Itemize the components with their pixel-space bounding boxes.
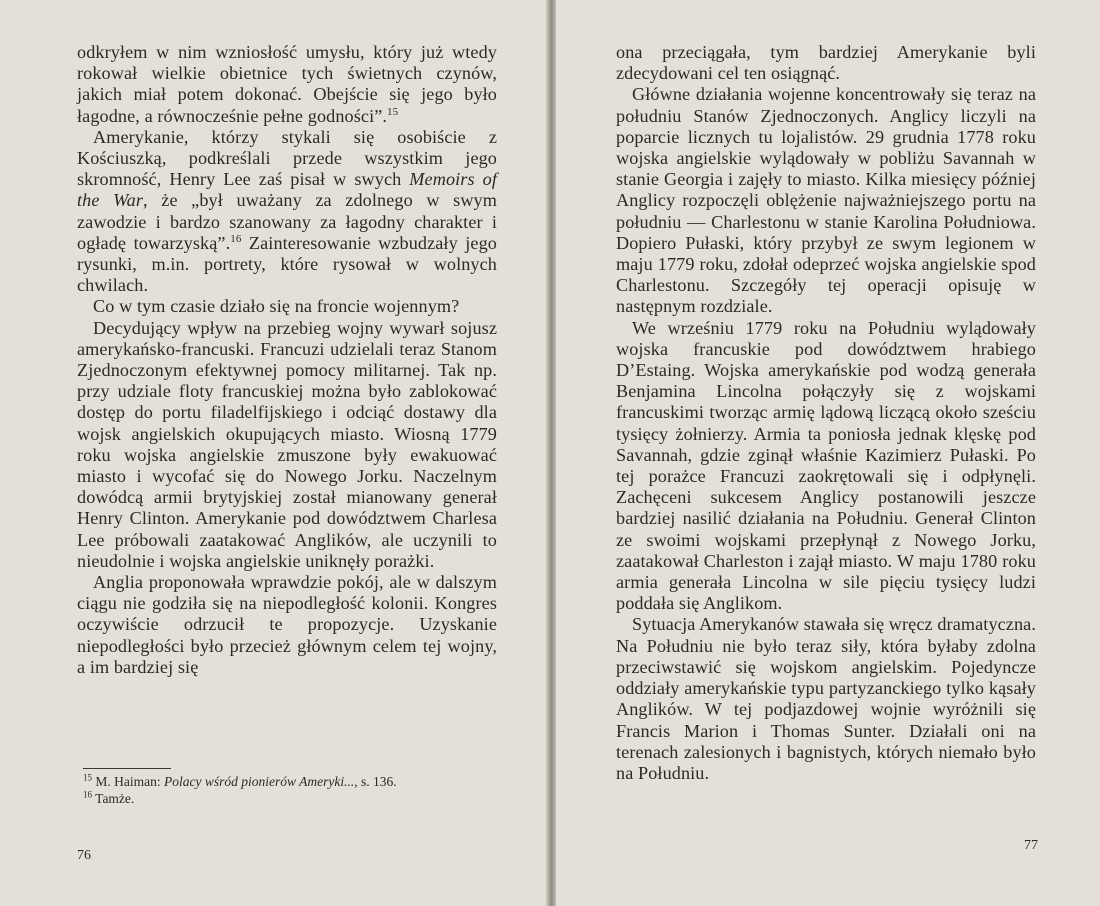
paragraph: Co w tym czasie działo się na froncie wojennym?: [93, 296, 460, 317]
page-number: 76: [77, 848, 91, 863]
paragraph: Anglia proponowała wprawdzie pokój, ale w dalszym ciągu nie godziła się na niepodległość kolonii. Kongres oczywiście odrzucił te propozycje. Uzyskanie niepodległości było przecież głównym celem tej wojny, a im bardziej się: [77, 572, 497, 677]
paragraph: ona przeciągała, tym bardziej Amerykanie byli zdecydowani cel ten osiągnąć.: [616, 42, 1036, 84]
left-page-body: [77, 42, 497, 678]
footnote: [77, 790, 497, 807]
paragraph: Sytuacja Amerykanów stawała się wręcz dramatyczna. Na Południu nie było teraz siły, która byłaby zdolna przeciwstawić się wojskom angielskim. Pojedyncze oddziały amerykańskie typu partyzanckiego tylko kąsały Anglików. W tej podjazdowej wojnie wyróżnili się Francis Marion i Thomas Sunter. Działali oni na terenach zalesionych i bagnistych, których niemało było na Południu.: [616, 614, 1036, 783]
footnote-text: Tamże.: [95, 791, 135, 806]
paragraph: Główne działania wojenne koncentrowały się teraz na południu Stanów Zjednoczonych. Anglicy liczyli na poparcie licznych tu lojalistów. 29 grudnia 1778 roku wojska angielskie wylądowały w pobliżu Savannah w stanie Georgia i zajęły to miasto. Kilka miesięcy później Anglicy rozpoczęli oblężenie najważniejszego portu na południu — Charlestonu w stanie Karolina Południowa. Dopiero Pułaski, który przybył ze swym legionem w maju 1779 roku, zdołał odeprzeć wojska angielskie spod Charlestonu. Szczegóły tej operacji opisuję w następnym rozdziale.: [616, 84, 1036, 317]
footnote-text: M. Haiman:: [95, 774, 164, 789]
footnote-title: Polacy wśród pionierów Ameryki...: [164, 774, 355, 789]
page-number: 77: [1024, 838, 1038, 853]
right-page: [556, 0, 1100, 906]
footnote-text: , s. 136.: [354, 774, 397, 789]
paragraph: We wrześniu 1779 roku na Południu wylądowały wojska francuskie pod dowództwem hrabiego D’Estaing. Wojska amerykańskie pod wodzą generała Benjamina Lincolna połączyły się z wojskami francuskimi tworząc armię lądową liczącą około sześciu tysięcy żołnierzy. Armia ta poniosła jednak klęskę pod Savannah, gdzie zginął właśnie Kazimierz Pułaski. Po tej porażce Francuzi zaokrętowali się i odpłynęli. Zachęceni sukcesem Anglicy postanowili jeszcze bardziej nasilić działania na Południu. Generał Clinton ze swoimi wojskami przepłynął z Nowego Jorku, zaatakował Charleston i zajął miasto. W maju 1780 roku armia generała Lincolna w sile pięciu tysięcy ludzi poddała się Anglikom.: [616, 317, 1036, 614]
paragraph-text: , że „był uważany za zdolnego w swym zawodzie i bardzo szanowany za łagodny charakter i ogładę towarzyską”.: [77, 190, 497, 253]
paragraph: Decydujący wpływ na przebieg wojny wywarł sojusz amerykańsko-francuski. Francuzi udzielali teraz Stanom Zjednoczonym efektywnej pomocy militarnej. Tak np. przy udziale floty francuskiej można było zablokować dostęp do portu filadelfijskiego i odciąć dostawy dla wojsk angielskich okupujących miasto. Wiosną 1779 roku wojska angielskie zmuszone były ewakuować miasto i wycofać się do Nowego Jorku. Naczelnym dowódcą armii brytyjskiej został mianowany generał Henry Clinton. Amerykanie pod dowództwem Charlesa Lee próbowali zaatakować Anglików, ale uczynili to nieudolnie i wojska angielskie uniknęły porażki.: [77, 317, 497, 571]
footnote-divider: [83, 768, 171, 769]
footnote-number: 15: [83, 772, 92, 783]
paragraph: [77, 127, 497, 297]
paragraph: [77, 42, 497, 127]
footnote-number: 16: [83, 789, 92, 800]
paragraph-text: Amerykanie, którzy stykali się osobiście z Kościuszką, podkreślali przede wszystkim jego skromność, Henry Lee zaś pisał w swych: [77, 126, 497, 190]
footnote-ref: 15: [387, 105, 399, 118]
footnote-ref: 16: [230, 232, 242, 245]
footnotes: [77, 768, 497, 807]
paragraph-text: odkryłem w nim wzniosłość umysłu, który już wtedy rokował wielkie obietnice tych świetnych czynów, jakich miał potem dokonać. Obejście się jego było łagodne, a równocześnie pełne godności”.: [77, 42, 497, 126]
left-page: [0, 0, 548, 906]
paragraph-text: Zainteresowanie wzbudzały jego rysunki, m.in. portrety, które rysował w wolnych chwilach.: [77, 232, 497, 296]
footnote: [77, 773, 497, 790]
book-title-italic: Memoirs of the War: [77, 169, 497, 211]
right-page-body: [616, 42, 1036, 784]
